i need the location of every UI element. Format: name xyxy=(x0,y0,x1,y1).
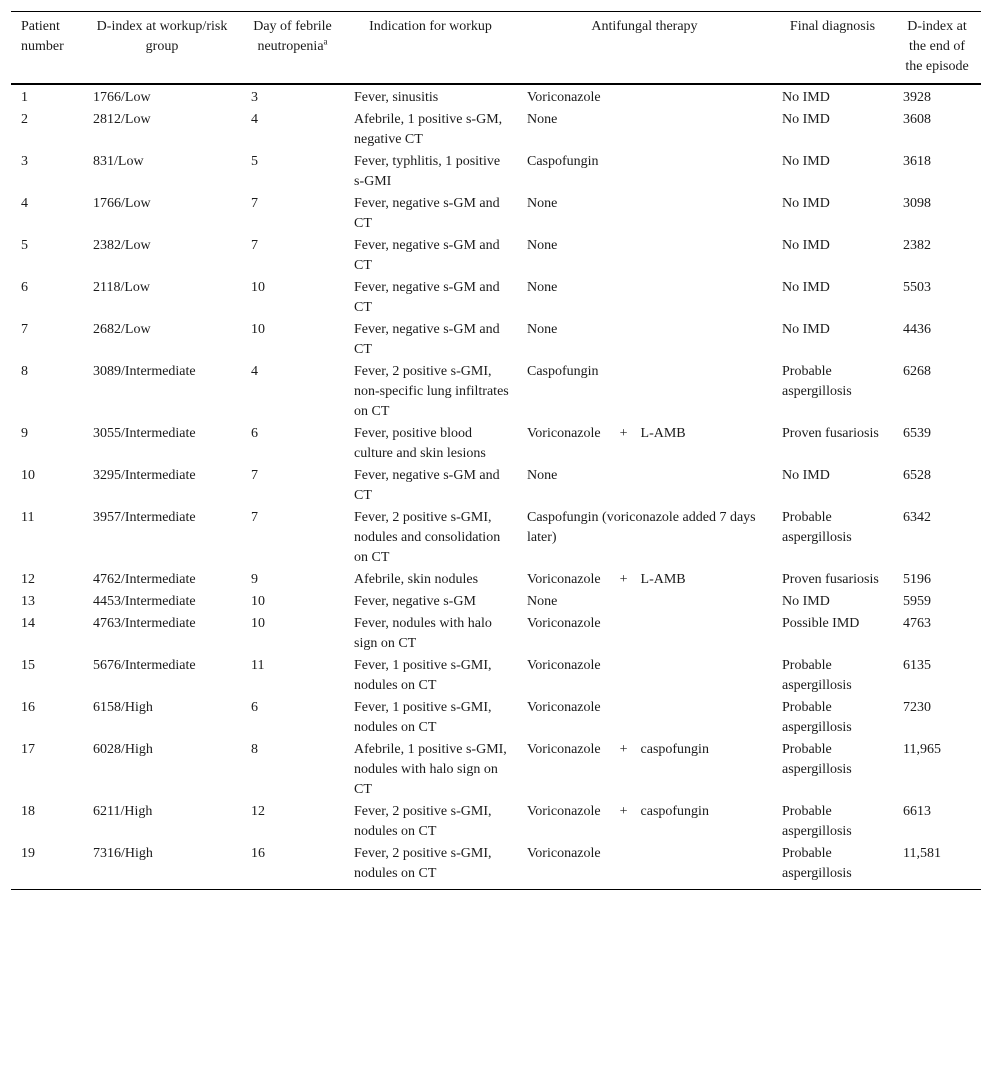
cell-indication: Fever, negative s-GM and CT xyxy=(354,238,500,273)
therapy-drug: Voriconazole xyxy=(527,426,601,441)
therapy-drug: caspofungin xyxy=(640,742,709,757)
table-row xyxy=(11,655,981,697)
table-header xyxy=(11,12,981,85)
therapy-drug: None xyxy=(527,112,558,127)
table-row xyxy=(11,465,981,507)
therapy-drug: Voriconazole xyxy=(527,90,601,105)
cell-day-febrile: 6 xyxy=(251,426,258,441)
plus-sign: + xyxy=(619,572,628,587)
header-d-index-end: D-index at the end of the episode xyxy=(905,19,969,74)
cell-indication: Fever, 2 positive s-GMI, nodules on CT xyxy=(354,804,492,839)
cell-indication: Fever, 1 positive s-GMI, nodules on CT xyxy=(354,700,492,735)
cell-patient-number: 18 xyxy=(21,804,35,819)
cell-indication: Fever, negative s-GM and CT xyxy=(354,280,500,315)
cell-antifungal xyxy=(517,801,772,843)
cell-d-index-workup: 6158/High xyxy=(93,700,153,715)
cell-day-febrile: 10 xyxy=(251,594,265,609)
therapy-drug: None xyxy=(527,280,558,295)
cell-antifungal xyxy=(517,235,772,277)
cell-d-index-end: 6528 xyxy=(903,468,931,483)
therapy-drug: Voriconazole xyxy=(527,846,601,861)
cell-d-index-workup: 4453/Intermediate xyxy=(93,594,196,609)
therapy-drug: None xyxy=(527,322,558,337)
cell-antifungal xyxy=(517,193,772,235)
cell-day-febrile: 4 xyxy=(251,364,258,379)
plus-sign: + xyxy=(619,426,628,441)
therapy-drug: None xyxy=(527,196,558,211)
header-day-febrile xyxy=(241,12,344,85)
therapy-drug: Voriconazole xyxy=(527,658,601,673)
cell-d-index-workup: 5676/Intermediate xyxy=(93,658,196,673)
cell-indication: Fever, typhlitis, 1 positive s-GMI xyxy=(354,154,501,189)
cell-d-index-workup: 3089/Intermediate xyxy=(93,364,196,379)
cell-patient-number: 13 xyxy=(21,594,35,609)
cell-d-index-end: 6268 xyxy=(903,364,931,379)
cell-d-index-end: 3098 xyxy=(903,196,931,211)
cell-d-index-end: 4763 xyxy=(903,616,931,631)
therapy-drug: Voriconazole xyxy=(527,572,601,587)
cell-antifungal xyxy=(517,109,772,151)
cell-patient-number: 1 xyxy=(21,90,28,105)
cell-d-index-end: 3618 xyxy=(903,154,931,169)
table-row xyxy=(11,109,981,151)
cell-d-index-end: 5959 xyxy=(903,594,931,609)
cell-patient-number: 10 xyxy=(21,468,35,483)
cell-indication: Fever, 1 positive s-GMI, nodules on CT xyxy=(354,658,492,693)
cell-indication: Afebrile, 1 positive s-GMI, nodules with halo sign on CT xyxy=(354,742,507,797)
cell-d-index-workup: 3957/Intermediate xyxy=(93,510,196,525)
cell-antifungal xyxy=(517,277,772,319)
cell-d-index-end: 11,965 xyxy=(903,742,941,757)
cell-d-index-workup: 6028/High xyxy=(93,742,153,757)
cell-final-diagnosis: No IMD xyxy=(782,322,830,337)
cell-day-febrile: 6 xyxy=(251,700,258,715)
cell-d-index-end: 6539 xyxy=(903,426,931,441)
table-row xyxy=(11,569,981,591)
therapy-drug: Caspofungin xyxy=(527,154,599,169)
cell-d-index-end: 6613 xyxy=(903,804,931,819)
cell-patient-number: 9 xyxy=(21,426,28,441)
cell-patient-number: 17 xyxy=(21,742,35,757)
therapy-drug: Caspofungin (voriconazole added 7 days later) xyxy=(527,510,756,545)
cell-final-diagnosis: No IMD xyxy=(782,280,830,295)
cell-d-index-end: 6342 xyxy=(903,510,931,525)
header-antifungal: Antifungal therapy xyxy=(591,19,698,34)
therapy-drug: None xyxy=(527,238,558,253)
cell-final-diagnosis: No IMD xyxy=(782,154,830,169)
cell-d-index-workup: 3295/Intermediate xyxy=(93,468,196,483)
patients-table xyxy=(11,11,981,890)
cell-indication: Fever, positive blood culture and skin lesions xyxy=(354,426,486,461)
cell-final-diagnosis: Proven fusariosis xyxy=(782,426,879,441)
table-row xyxy=(11,423,981,465)
cell-day-febrile: 12 xyxy=(251,804,265,819)
cell-antifungal xyxy=(517,84,772,109)
therapy-drug: Voriconazole xyxy=(527,804,601,819)
cell-d-index-workup: 3055/Intermediate xyxy=(93,426,196,441)
cell-day-febrile: 7 xyxy=(251,510,258,525)
cell-indication: Fever, negative s-GM xyxy=(354,594,476,609)
cell-day-febrile: 7 xyxy=(251,196,258,211)
cell-d-index-end: 5503 xyxy=(903,280,931,295)
cell-day-febrile: 7 xyxy=(251,468,258,483)
table-row xyxy=(11,591,981,613)
cell-final-diagnosis: Probable aspergillosis xyxy=(782,804,852,839)
plus-sign: + xyxy=(619,804,628,819)
cell-patient-number: 3 xyxy=(21,154,28,169)
clinical-table-container xyxy=(11,11,981,890)
cell-d-index-workup: 7316/High xyxy=(93,846,153,861)
cell-final-diagnosis: No IMD xyxy=(782,468,830,483)
cell-d-index-workup: 4763/Intermediate xyxy=(93,616,196,631)
cell-patient-number: 12 xyxy=(21,572,35,587)
cell-patient-number: 5 xyxy=(21,238,28,253)
therapy-drug: Voriconazole xyxy=(527,700,601,715)
therapy-drug: Voriconazole xyxy=(527,616,601,631)
cell-day-febrile: 11 xyxy=(251,658,265,673)
table-row xyxy=(11,739,981,801)
cell-d-index-workup: 2682/Low xyxy=(93,322,151,337)
table-row xyxy=(11,801,981,843)
cell-day-febrile: 7 xyxy=(251,238,258,253)
cell-final-diagnosis: No IMD xyxy=(782,90,830,105)
cell-patient-number: 2 xyxy=(21,112,28,127)
plus-sign: + xyxy=(619,742,628,757)
therapy-drug: None xyxy=(527,594,558,609)
cell-patient-number: 4 xyxy=(21,196,28,211)
table-row xyxy=(11,361,981,423)
cell-indication: Fever, 2 positive s-GMI, nodules and consolidation on CT xyxy=(354,510,501,565)
cell-indication: Fever, negative s-GM and CT xyxy=(354,196,500,231)
cell-d-index-workup: 831/Low xyxy=(93,154,144,169)
cell-antifungal xyxy=(517,465,772,507)
cell-antifungal xyxy=(517,423,772,465)
cell-indication: Fever, nodules with halo sign on CT xyxy=(354,616,492,651)
cell-indication: Fever, negative s-GM and CT xyxy=(354,468,500,503)
therapy-drug: Voriconazole xyxy=(527,742,601,757)
cell-d-index-workup: 2118/Low xyxy=(93,280,151,295)
cell-day-febrile: 10 xyxy=(251,280,265,295)
table-row xyxy=(11,507,981,569)
table-row xyxy=(11,843,981,890)
table-row xyxy=(11,235,981,277)
cell-d-index-workup: 1766/Low xyxy=(93,196,151,211)
cell-day-febrile: 5 xyxy=(251,154,258,169)
cell-patient-number: 8 xyxy=(21,364,28,379)
cell-antifungal xyxy=(517,151,772,193)
cell-antifungal xyxy=(517,319,772,361)
therapy-drug: Caspofungin xyxy=(527,364,599,379)
therapy-drug: L-AMB xyxy=(640,572,686,587)
cell-d-index-end: 2382 xyxy=(903,238,931,253)
cell-patient-number: 16 xyxy=(21,700,35,715)
cell-antifungal xyxy=(517,739,772,801)
cell-antifungal xyxy=(517,591,772,613)
cell-day-febrile: 3 xyxy=(251,90,258,105)
cell-patient-number: 19 xyxy=(21,846,35,861)
cell-final-diagnosis: No IMD xyxy=(782,196,830,211)
cell-indication: Fever, sinusitis xyxy=(354,90,439,105)
cell-day-febrile: 4 xyxy=(251,112,258,127)
cell-d-index-workup: 1766/Low xyxy=(93,90,151,105)
cell-antifungal xyxy=(517,697,772,739)
cell-final-diagnosis: No IMD xyxy=(782,238,830,253)
cell-antifungal xyxy=(517,507,772,569)
cell-patient-number: 15 xyxy=(21,658,35,673)
cell-final-diagnosis: Probable aspergillosis xyxy=(782,364,852,399)
cell-antifungal xyxy=(517,655,772,697)
cell-final-diagnosis: Probable aspergillosis xyxy=(782,700,852,735)
cell-patient-number: 14 xyxy=(21,616,35,631)
cell-final-diagnosis: Proven fusariosis xyxy=(782,572,879,587)
cell-d-index-workup: 6211/High xyxy=(93,804,153,819)
table-row xyxy=(11,151,981,193)
table-body xyxy=(11,84,981,890)
cell-indication: Afebrile, 1 positive s-GM, negative CT xyxy=(354,112,503,147)
cell-d-index-end: 4436 xyxy=(903,322,931,337)
cell-d-index-end: 7230 xyxy=(903,700,931,715)
cell-final-diagnosis: Probable aspergillosis xyxy=(782,658,852,693)
cell-patient-number: 11 xyxy=(21,510,35,525)
therapy-drug: None xyxy=(527,468,558,483)
cell-d-index-end: 3608 xyxy=(903,112,931,127)
cell-final-diagnosis: Probable aspergillosis xyxy=(782,510,852,545)
table-row xyxy=(11,613,981,655)
cell-d-index-workup: 2382/Low xyxy=(93,238,151,253)
table-row xyxy=(11,193,981,235)
cell-indication: Afebrile, skin nodules xyxy=(354,572,479,587)
cell-day-febrile: 10 xyxy=(251,322,265,337)
cell-day-febrile: 16 xyxy=(251,846,265,861)
therapy-drug: caspofungin xyxy=(640,804,709,819)
cell-d-index-end: 3928 xyxy=(903,90,931,105)
cell-d-index-end: 6135 xyxy=(903,658,931,673)
cell-final-diagnosis: Probable aspergillosis xyxy=(782,742,852,777)
cell-final-diagnosis: No IMD xyxy=(782,594,830,609)
cell-d-index-workup: 4762/Intermediate xyxy=(93,572,196,587)
cell-d-index-end: 5196 xyxy=(903,572,931,587)
cell-indication: Fever, 2 positive s-GMI, non-specific lung infiltrates on CT xyxy=(354,364,509,419)
table-row xyxy=(11,319,981,361)
cell-final-diagnosis: Probable aspergillosis xyxy=(782,846,852,881)
therapy-drug: L-AMB xyxy=(640,426,686,441)
cell-day-febrile: 9 xyxy=(251,572,258,587)
header-patient-number: Patient number xyxy=(21,19,64,54)
cell-d-index-workup: 2812/Low xyxy=(93,112,151,127)
cell-patient-number: 6 xyxy=(21,280,28,295)
cell-day-febrile: 10 xyxy=(251,616,265,631)
cell-antifungal xyxy=(517,569,772,591)
cell-day-febrile: 8 xyxy=(251,742,258,757)
cell-antifungal xyxy=(517,843,772,890)
cell-antifungal xyxy=(517,361,772,423)
table-row xyxy=(11,697,981,739)
cell-antifungal xyxy=(517,613,772,655)
cell-indication: Fever, negative s-GM and CT xyxy=(354,322,500,357)
header-final-diagnosis: Final diagnosis xyxy=(789,19,876,34)
cell-final-diagnosis: Possible IMD xyxy=(782,616,860,631)
header-day-febrile-label: Day of febrile neutropenia xyxy=(253,19,332,54)
header-d-index-workup: D-index at workup/risk group xyxy=(96,19,228,54)
cell-final-diagnosis: No IMD xyxy=(782,112,830,127)
table-row xyxy=(11,84,981,109)
table-row xyxy=(11,277,981,319)
cell-d-index-end: 11,581 xyxy=(903,846,941,861)
cell-indication: Fever, 2 positive s-GMI, nodules on CT xyxy=(354,846,492,881)
cell-patient-number: 7 xyxy=(21,322,28,337)
header-indication: Indication for workup xyxy=(369,19,492,34)
footnote-marker: a xyxy=(323,36,328,47)
